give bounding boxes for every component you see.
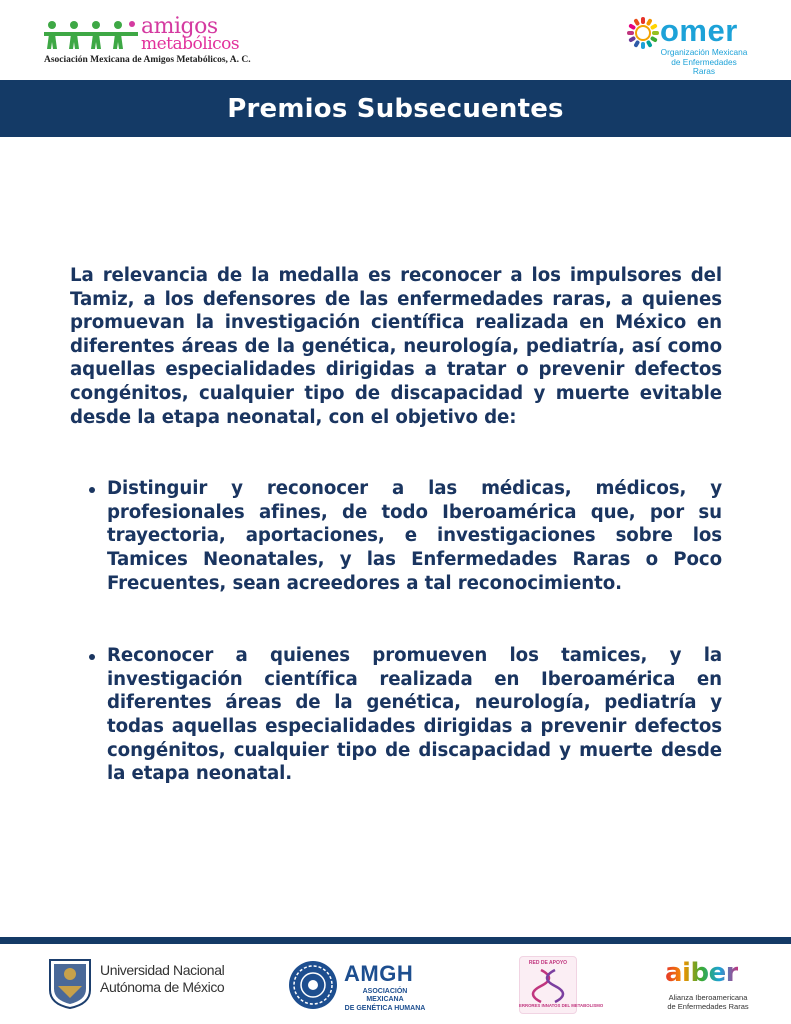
aiber-logo (665, 958, 757, 1014)
bullet-icon (89, 487, 95, 493)
amgh-subtitle: ASOCIACIÓN MEXICANA DE GENÉTICA HUMANA (344, 988, 426, 1012)
omer-logo (626, 14, 756, 74)
main-content (70, 264, 722, 786)
page-title: Premios Subsecuentes (227, 93, 564, 124)
omer-word: omer (660, 13, 738, 48)
aiber-subtitle: Alianza Iberoamericana de Enfermedades Raras (667, 993, 749, 1011)
omer-subtitle: Organización Mexicana de Enfermedades Raras (660, 47, 748, 76)
amigos-subtitle: Asociación Mexicana de Amigos Metabólicos, A. C. (44, 55, 251, 65)
page-footer (0, 944, 791, 1024)
bullet-icon (89, 654, 95, 660)
amigos-metabolicos-logo (44, 14, 251, 70)
aiber-word-text: aiber (665, 958, 739, 988)
list-item (70, 644, 722, 786)
aiber-word (665, 958, 738, 988)
amgh-logo (288, 960, 438, 1012)
list-item-text: Distinguir y reconocer a las médicas, médicos, y profesionales afines, de todo Iberoamérica que, por su trayectoria, aportaciones, e investigaciones sobre los Tamices Neonatales, y las Enfermedades Raras o Poco Frecuentes, sean acreedores a tal reconocimiento. (107, 478, 722, 594)
unam-name: Universidad Nacional Autónoma de México (100, 962, 225, 995)
footer-divider (0, 937, 791, 944)
page-header (0, 0, 791, 80)
objectives-list (70, 477, 722, 786)
red-de-apoyo-top-text: RED DE APOYO (528, 960, 568, 966)
red-de-apoyo-bottom-text: ERRORES INNATOS DEL METABOLISMO (519, 1003, 604, 1008)
unam-crest-icon (46, 956, 94, 1010)
list-item-text: Reconocer a quienes promueven los tamices, y la investigación científica realizada en Iberoamérica en diferentes áreas de la genética, neurología, pediatría y todas aquellas especialidades dirigidas a prevenir defectos congénitos, cualquier tipo de discapacidad y muerte desde la etapa neonatal. (107, 645, 722, 785)
amgh-word: AMGH (344, 961, 414, 986)
title-banner (0, 80, 791, 137)
amigos-word: amigos (141, 14, 218, 39)
people-chain-icon (44, 20, 138, 50)
sunburst-icon (626, 16, 660, 50)
aztec-calendar-icon (288, 960, 338, 1010)
list-item (70, 477, 722, 595)
unam-logo (46, 956, 225, 1012)
metabolicos-word: metabólicos (141, 34, 240, 54)
intro-paragraph: La relevancia de la medalla es reconocer a los impulsores del Tamiz, a los defensores de las enfermedades raras, a quienes promuevan la investigación científica realizada en México en diferentes áreas de la genética, neurología, pediatría, así como aquellas especialidades dirigidas a tratar o prevenir defectos congénitos, cualquier tipo de discapacidad y muerte evitable desde la etapa neonatal, con el objetivo de: (70, 265, 722, 428)
red-de-apoyo-logo (519, 956, 604, 1014)
